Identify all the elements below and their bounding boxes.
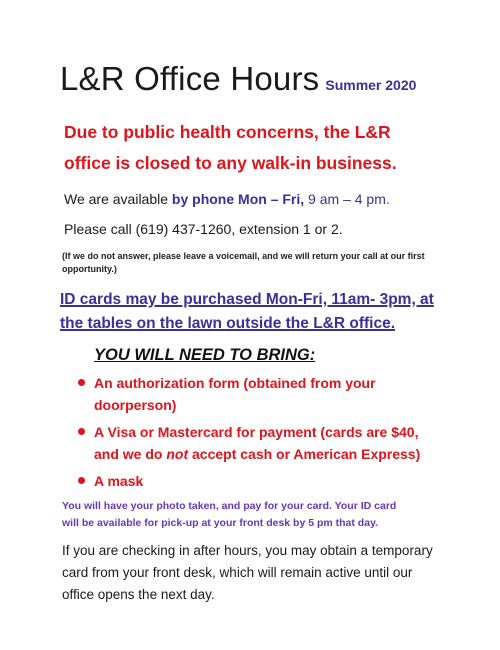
item-line: An authorization form (obtained from your [94, 375, 376, 391]
title-row [60, 60, 416, 98]
bullet-icon [78, 477, 85, 484]
item-text: and we do [94, 446, 167, 462]
bullet-icon [78, 428, 85, 435]
page-subtitle: Summer 2020 [325, 77, 417, 93]
after-hours-line-3: office opens the next day. [62, 587, 215, 602]
call-instructions: Please call (619) 437-1260, extension 1 or 2. [64, 221, 343, 237]
voicemail-note: (If we do not answer, please leave a voicemail, and we will return your call at our first opportunity.) [62, 251, 425, 274]
id-cards-line-1: ID cards may be purchased Mon-Fri, 11am- 3pm, at [60, 291, 434, 308]
item-line: A mask [94, 473, 144, 489]
photo-note [62, 498, 462, 532]
bullet-icon [78, 379, 85, 386]
list-item [76, 372, 456, 416]
item-text: accept cash or American Express) [188, 446, 421, 462]
list-item [76, 421, 456, 465]
after-hours-line-2: card from your front desk, which will remain active until our [62, 565, 413, 580]
after-hours-line-1: If you are checking in after hours, you may obtain a temporary [62, 543, 433, 558]
id-cards-line-2: the tables on the lawn outside the L&R office. [60, 315, 395, 332]
item-line: doorperson) [94, 397, 177, 413]
closure-alert-line-1: Due to public health concerns, the L&R [64, 122, 391, 142]
closure-alert-line-2: office is closed to any walk-in business. [64, 153, 397, 173]
photo-note-line-1: You will have your photo taken, and pay for your card. Your ID card [62, 500, 397, 512]
by-phone-label: by phone [171, 191, 235, 207]
after-hours-note [62, 540, 472, 606]
item-line [94, 443, 456, 465]
phone-prefix: We are available [64, 191, 172, 207]
phone-days: Mon – Fri, [234, 191, 305, 207]
bring-heading: YOU WILL NEED TO BRING: [94, 346, 316, 364]
phone-hours: 9 am – 4 pm. [304, 191, 390, 207]
list-item [76, 470, 456, 492]
page-title: L&R Office Hours [60, 60, 320, 97]
item-emphasis: not [166, 446, 189, 462]
phone-availability [64, 191, 390, 207]
id-cards-info [60, 288, 460, 336]
item-line: A Visa or Mastercard for payment (cards are $40, [94, 424, 419, 440]
bring-list [76, 372, 456, 492]
photo-note-line-2: will be available for pick-up at your front desk by 5 pm that day. [62, 517, 379, 529]
